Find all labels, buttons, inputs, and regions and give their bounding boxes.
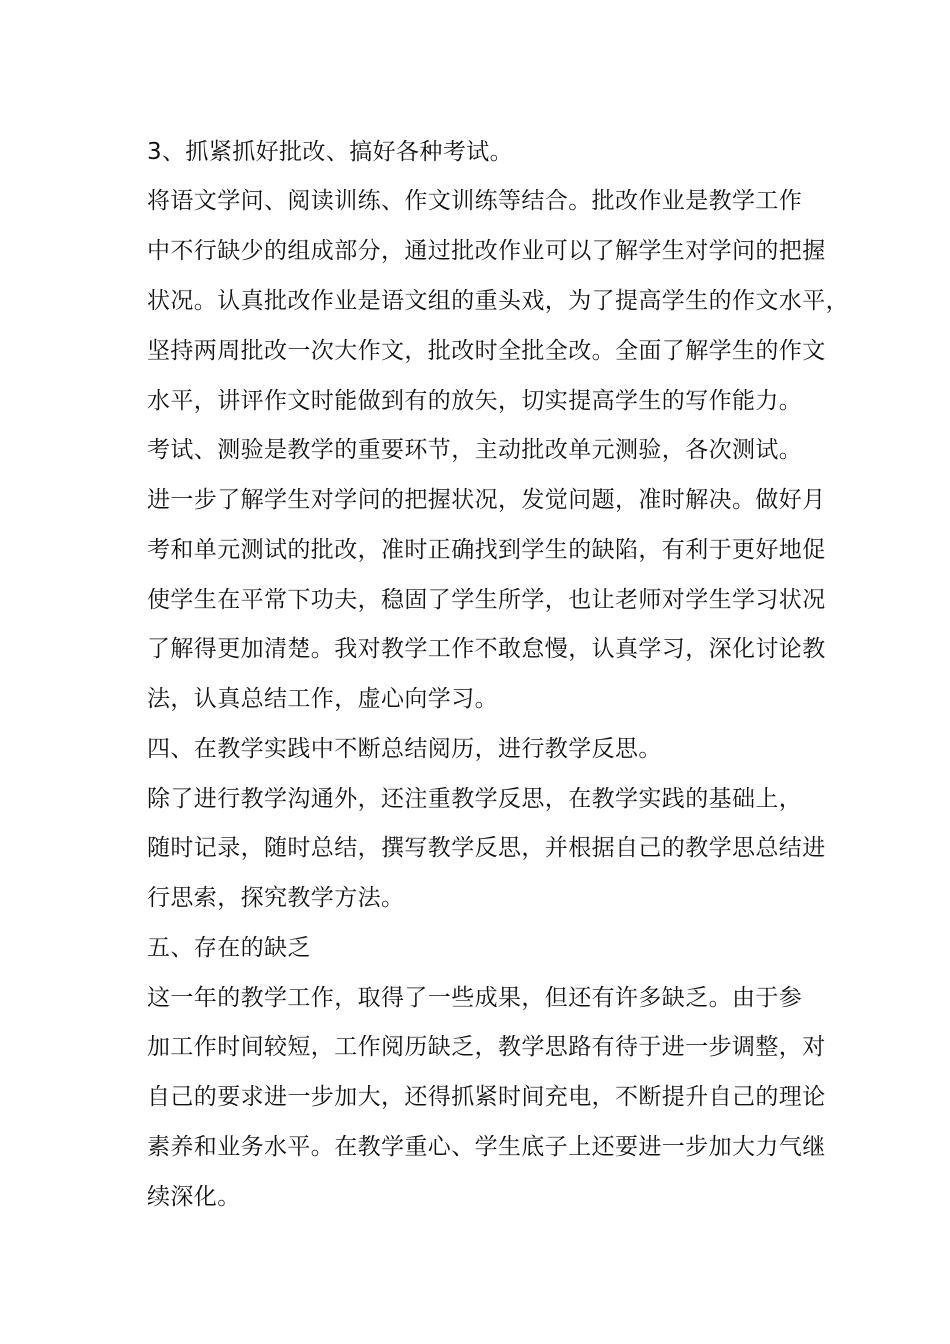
text-line: 使学生在平常下功夫，稳固了学生所学，也让老师对学生学习状况 (147, 587, 826, 613)
text-line: 坚持两周批改一次大作文，批改时全批全改。全面了解学生的作文 (147, 338, 826, 364)
text-line: 素养和业务水平。在教学重心、学生底子上还要进一步加大力气继 (147, 1134, 826, 1160)
text-line: 进一步了解学生对学问的把握状况，发觉问题，准时解决。做好月 (147, 487, 826, 513)
text-line: 3、抓紧抓好批改、搞好各种考试。 (147, 139, 514, 165)
text-line: 了解得更加清楚。我对教学工作不敢怠慢，认真学习，深化讨论教 (147, 636, 826, 662)
text-line: 考试、测验是教学的重要环节，主动批改单元测验，各次测试。 (147, 437, 803, 463)
text-line: 加工作时间较短，工作阅历缺乏，教学思路有待于进一步调整，对 (147, 1034, 826, 1060)
text-line: 中不行缺少的组成部分，通过批改作业可以了解学生对学问的把握 (147, 238, 826, 264)
text-line: 法，认真总结工作，虚心向学习。 (147, 686, 498, 712)
text-line: 状况。认真批改作业是语文组的重头戏，为了提高学生的作文水平， (147, 288, 849, 314)
text-line: 除了进行教学沟通外，还注重教学反思，在教学实践的基础上， (147, 786, 803, 812)
text-line: 考和单元测试的批改，准时正确找到学生的缺陷，有利于更好地促 (147, 537, 826, 563)
text-line: 行思索，探究教学方法。 (147, 885, 405, 911)
text-line: 自己的要求进一步加大，还得抓紧时间充电，不断提升自己的理论 (147, 1084, 826, 1110)
text-line: 这一年的教学工作，取得了一些成果，但还有许多缺乏。由于参 (147, 985, 803, 1011)
text-line: 四、在教学实践中不断总结阅历，进行教学反思。 (147, 736, 662, 762)
text-line: 将语文学问、阅读训练、作文训练等结合。批改作业是教学工作 (147, 188, 803, 214)
text-line: 随时记录，随时总结，撰写教学反思，并根据自己的教学思总结进 (147, 835, 826, 861)
text-line: 水平，讲评作文时能做到有的放矢，切实提高学生的写作能力。 (147, 388, 803, 414)
text-line: 五、存在的缺乏 (147, 935, 311, 961)
text-line: 续深化。 (147, 1184, 241, 1210)
